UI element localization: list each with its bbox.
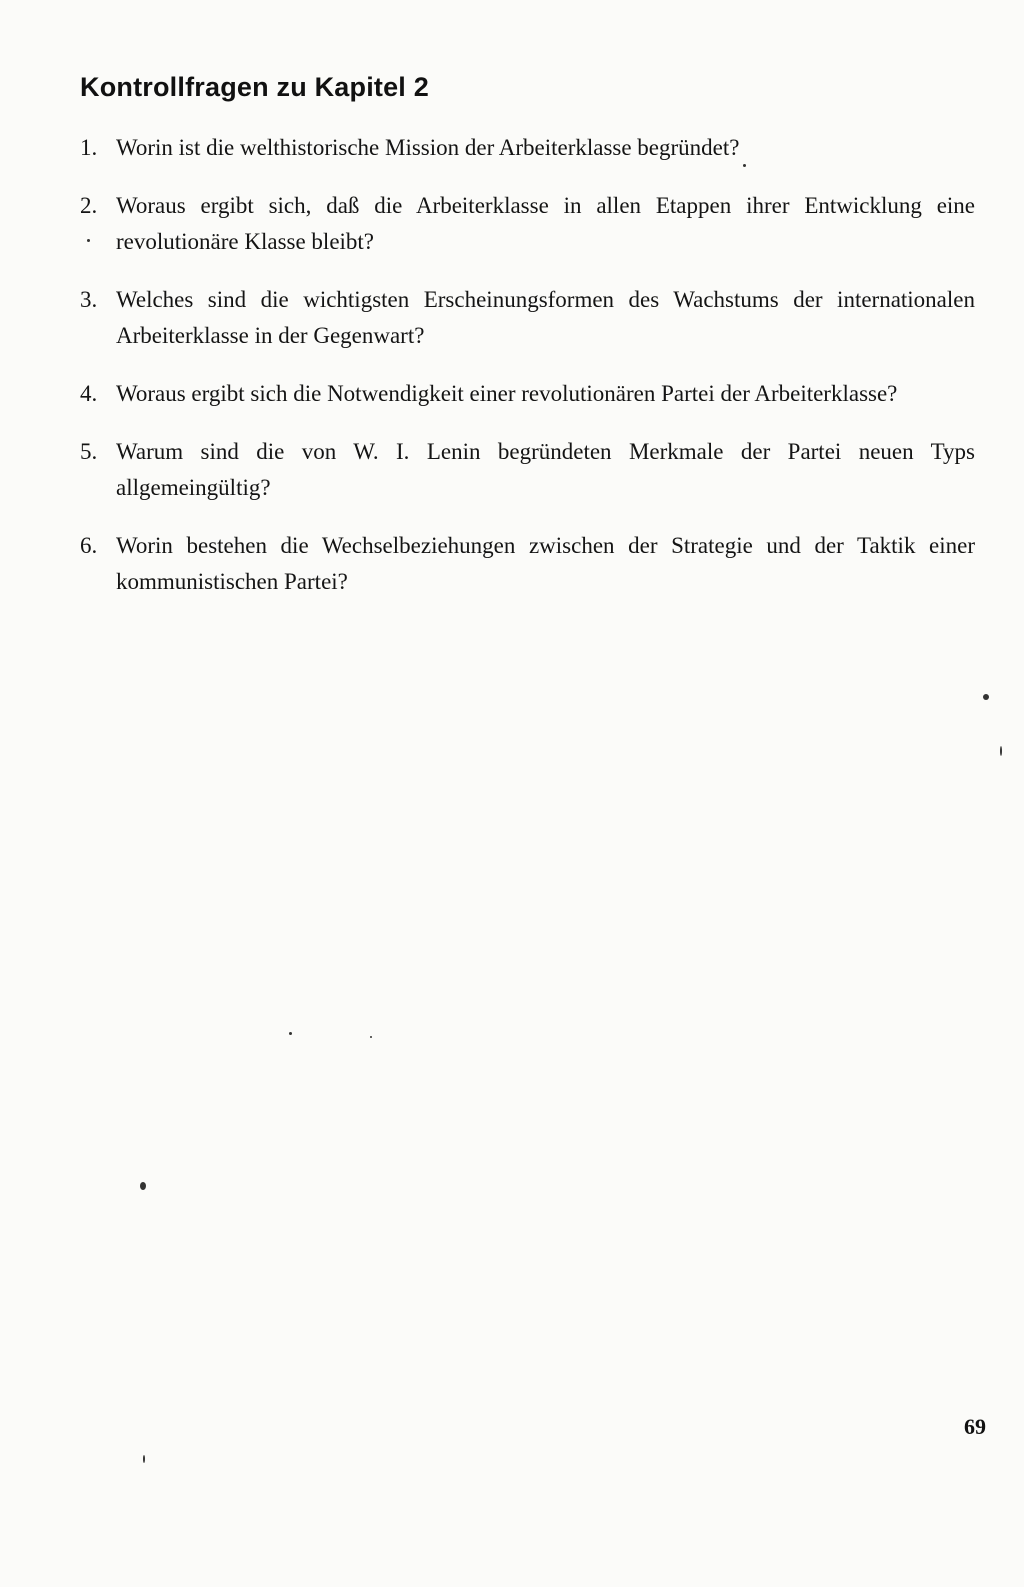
question-text: Worin ist die welthistorische Mission der Arbeiterklasse begründet? — [116, 135, 740, 160]
list-item — [80, 130, 975, 166]
list-item — [80, 376, 975, 412]
question-number: 1. — [80, 135, 98, 160]
scan-speck — [143, 1455, 145, 1463]
page-number: 69 — [964, 1414, 986, 1439]
scan-speck — [983, 694, 989, 700]
list-item — [80, 282, 975, 354]
list-item — [80, 434, 975, 506]
list-item — [80, 188, 975, 260]
scan-speck — [370, 1036, 372, 1038]
scan-speck — [289, 1032, 292, 1035]
scan-speck — [87, 239, 90, 242]
question-text: Welches sind die wichtigsten Erscheinungsformen des Wachstums der internationalen Arbeiterklasse in der Gegenwart? — [116, 287, 975, 348]
page-title: Kontrollfragen zu Kapitel 2 — [80, 72, 429, 102]
question-number: 5. — [80, 439, 98, 464]
question-text: Woraus ergibt sich die Notwendigkeit einer revolutionären Partei der Arbeiterklasse? — [116, 381, 898, 406]
question-list — [80, 130, 975, 622]
question-number: 6. — [80, 533, 98, 558]
question-text: Woraus ergibt sich, daß die Arbeiterklasse in allen Etappen ihrer Entwicklung eine revolutionäre Klasse bleibt? — [116, 193, 975, 254]
question-number: 2. — [80, 193, 98, 218]
scan-speck — [140, 1182, 146, 1190]
question-number: 3. — [80, 287, 98, 312]
question-text: Worin bestehen die Wechselbeziehungen zwischen der Strategie und der Taktik einer kommunistischen Partei? — [116, 533, 975, 594]
question-number: 4. — [80, 381, 98, 406]
scan-speck — [743, 164, 746, 167]
list-item — [80, 528, 975, 600]
scan-speck — [1000, 746, 1002, 756]
question-text: Warum sind die von W. I. Lenin begründeten Merkmale der Partei neuen Typs allgemeingültig? — [116, 439, 975, 500]
